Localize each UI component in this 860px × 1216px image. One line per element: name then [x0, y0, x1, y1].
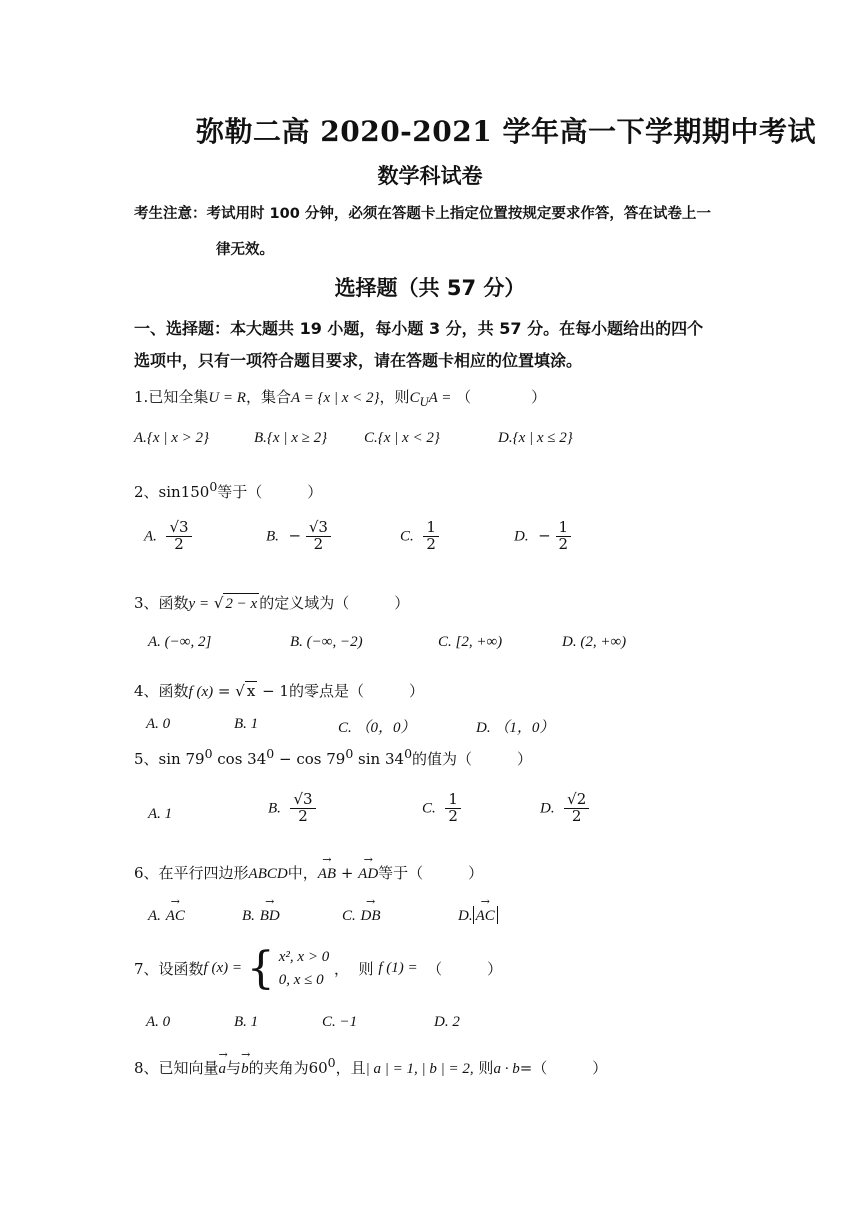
q5-expr-4: sin 34	[353, 750, 405, 768]
q5-option-b-frac: $\frac{√3}{2}$	[290, 792, 315, 825]
q5-option-c-frac	[445, 792, 461, 825]
q2-c-num: 1	[423, 520, 439, 537]
q2-a-den: 2	[174, 534, 184, 553]
q4-number: 4、函数	[134, 682, 189, 700]
q5-b-num: 3	[303, 790, 313, 808]
q5-option-c-label: C.	[422, 800, 436, 817]
q1-option-b: B.{x | x ≥ 2}	[254, 430, 328, 446]
q5-option-d-label: D.	[540, 800, 555, 817]
q2-option-d	[514, 520, 571, 553]
q2-d-num: 1	[556, 520, 572, 537]
q4-lhs: f (x)	[188, 684, 214, 700]
q2-number: 2、	[134, 483, 159, 501]
q3-option-a: A. (−∞, 2]	[148, 634, 212, 650]
q4-options	[146, 716, 746, 740]
q2-degree: 0	[209, 479, 218, 494]
q6-option-b: B. → BD	[242, 895, 280, 924]
q6-text-2: 等于（ ）	[378, 864, 484, 882]
q7-lhs: f (x) =	[203, 960, 242, 976]
q7-then: 则	[358, 960, 374, 978]
question-7	[134, 942, 503, 994]
notice-line-1	[134, 202, 711, 223]
q5-sup-1: 0	[204, 746, 213, 761]
q1-text: 已知全集	[148, 388, 209, 406]
q5-d-den: 2	[571, 806, 582, 825]
q4-option-b: B. 1	[234, 716, 259, 732]
notice-label: 考生注意：	[134, 206, 207, 222]
q8-and: 与	[226, 1059, 242, 1077]
question-5	[134, 746, 532, 769]
q7-answer-blank: （ ）	[427, 960, 503, 978]
q8-number: 8、已知向量	[134, 1059, 219, 1077]
q1-number: 1.	[134, 388, 149, 406]
q7-case-2: 0, x ≤ 0	[278, 971, 324, 988]
q5-option-b	[268, 792, 316, 825]
q4-eq: =	[217, 682, 231, 700]
q4-radicand: x	[246, 682, 256, 700]
q3-sqrt: √ 2 − x	[213, 594, 258, 612]
q7-option-c: C. −1	[322, 1014, 358, 1030]
q2-option-b	[266, 520, 331, 553]
q4-option-c: C. （0，0）	[338, 720, 416, 736]
q6-v1: AB	[317, 866, 337, 882]
q1-text-3: ，则	[379, 388, 410, 406]
q3-radicand: 2 − x	[225, 596, 258, 612]
question-6	[134, 853, 484, 883]
q8-b: b	[241, 1061, 249, 1077]
q7-option-a: A. 0	[146, 1014, 171, 1030]
q5-sup-4: 0	[404, 746, 413, 761]
q8-dot-product: a · b	[493, 1061, 520, 1077]
q3-number: 3、函数	[134, 594, 189, 612]
q6-text: 中，	[287, 864, 318, 882]
q6-c-label: C.	[342, 908, 356, 924]
q2-option-c-frac	[423, 520, 439, 553]
q5-option-b-label: B.	[268, 800, 281, 817]
q4-text: − 1的零点是（ ）	[262, 682, 424, 700]
q1-math-1: U = R	[208, 390, 246, 406]
q5-expr-1: sin 79	[158, 750, 205, 768]
q1-option-a: A.{x | x > 2}	[134, 430, 209, 446]
q5-text: 的值为（ ）	[412, 750, 533, 768]
section-title: 选择题（共 57 分）	[334, 276, 526, 300]
q7-option-b: B. 1	[234, 1014, 259, 1030]
q2-option-c	[400, 520, 439, 553]
q5-options	[148, 792, 748, 840]
q4-option-a: A. 0	[146, 716, 171, 732]
q2-option-b-label: B.	[266, 528, 279, 545]
q2-option-a-frac: $\frac{√3}{2}$	[166, 520, 191, 553]
instructions-line-2: 选项中，只有一项符合题目要求，请在答题卡相应的位置填涂。	[134, 351, 583, 370]
q6-vector-ad: → AD	[358, 853, 379, 882]
question-2	[134, 479, 322, 502]
q8-then: 则	[478, 1059, 494, 1077]
q2-b-num: 3	[318, 518, 328, 536]
question-8	[134, 1048, 608, 1078]
q7-case-1: x², x > 0	[278, 949, 330, 965]
q5-option-a: A. 1	[148, 806, 173, 822]
q1-math-3b: A =	[428, 390, 452, 406]
q1-math-2: A = {x | x < 2}	[290, 390, 380, 406]
notice-line-2: 律无效。	[216, 242, 274, 258]
question-3	[134, 592, 409, 613]
notice-text-1: 考试用时 100 分钟，必须在答题卡上指定位置按规定要求作答，答在试卷上一	[206, 206, 711, 222]
q6-d-vec: AC	[475, 908, 495, 924]
q6-v2: AD	[358, 866, 379, 882]
q7-number: 7、设函数	[134, 960, 204, 978]
q5-c-den: 2	[448, 806, 458, 825]
q2-a-num: 3	[179, 518, 189, 536]
q8-angle: 60	[308, 1059, 328, 1077]
q5-b-den: 2	[298, 806, 308, 825]
q2-c-den: 2	[426, 534, 436, 553]
q6-b-label: B.	[242, 908, 255, 924]
q1-option-c: C.{x | x < 2}	[364, 430, 440, 446]
q6-abcd: ABCD	[248, 866, 288, 882]
q8-text-2: ，且	[335, 1059, 366, 1077]
instructions-line-1: 一、选择题：本大题共 19 小题，每小题 3 分，共 57 分。在每小题给出的四个	[134, 319, 704, 338]
q2-b-den: 2	[313, 534, 324, 553]
q8-angle-sup: 0	[327, 1055, 336, 1070]
q1-text-2: ，集合	[245, 388, 291, 406]
q3-option-c: C. [2, +∞)	[438, 634, 503, 650]
q6-plus: +	[336, 864, 359, 882]
q6-number: 6、在平行四边形	[134, 864, 249, 882]
q1-option-d: D.{x | x ≤ 2}	[498, 430, 573, 446]
q7-options	[146, 1014, 746, 1038]
q2-options	[144, 520, 744, 568]
q2-option-a	[144, 520, 192, 553]
q8-vector-b: → b	[241, 1048, 251, 1077]
q2-option-d-frac	[556, 520, 572, 553]
q2-text: 等于（ ）	[217, 483, 323, 501]
q6-a-vec: AC	[165, 908, 185, 924]
q7-option-d: D. 2	[434, 1014, 460, 1030]
q5-c-num: 1	[445, 792, 461, 809]
q5-expr-2: cos 34	[212, 750, 267, 768]
q6-vector-ab: → AB	[317, 853, 337, 882]
q6-options	[148, 895, 748, 930]
q2-expr: sin150	[158, 483, 210, 501]
q5-option-c	[422, 792, 461, 825]
q1-options	[134, 430, 734, 454]
q3-option-b: B. (−∞, −2)	[290, 634, 363, 650]
q5-expr-3: − cos 79	[274, 750, 346, 768]
q5-sup-3: 0	[345, 746, 354, 761]
question-4	[134, 680, 424, 701]
q6-option-d: D. → AC	[458, 906, 498, 925]
q1-math-3: C	[409, 390, 420, 406]
q5-d-num: 2	[576, 790, 587, 808]
q2-d-sign: −	[538, 526, 551, 545]
q2-option-b-frac: $\frac{√3}{2}$	[306, 520, 331, 553]
q3-option-d: D. (2, +∞)	[562, 634, 627, 650]
q7-comma: ，	[333, 960, 349, 978]
q4-sqrt: √ x	[235, 682, 256, 700]
q1-answer-blank: （ ）	[456, 388, 547, 406]
q6-a-label: A.	[148, 908, 161, 924]
exam-title: 弥勒二高 2020-2021 学年高一下学期期中考试	[196, 115, 816, 148]
q8-answer-blank: =（ ）	[519, 1059, 608, 1077]
q5-sup-2: 0	[266, 746, 275, 761]
q3-text: 的定义域为（ ）	[259, 594, 410, 612]
q2-b-sign: −	[288, 526, 302, 545]
q8-a: a	[218, 1061, 227, 1077]
q8-text: 的夹角为	[248, 1059, 309, 1077]
q6-b-vec: BD	[259, 908, 280, 924]
q3-options	[148, 634, 748, 658]
q7-fx: f (1) =	[378, 960, 418, 976]
q2-option-c-label: C.	[400, 528, 414, 545]
q8-condition: | a | = 1, | b | = 2,	[365, 1061, 474, 1077]
q1-math-3-sub: U	[419, 395, 429, 409]
q7-piecewise: { x², x > 0 0, x ≤ 0	[246, 942, 330, 994]
q8-vector-a: → a	[218, 1048, 228, 1077]
q6-option-a: A. → AC	[148, 895, 185, 924]
q6-option-c: C. → DB	[342, 895, 381, 924]
q2-option-a-label: A.	[144, 528, 157, 545]
q6-c-vec: DB	[360, 908, 381, 924]
q2-option-d-label: D.	[514, 528, 529, 545]
exam-subtitle: 数学科试卷	[377, 163, 483, 188]
q4-option-d: D. （1，0）	[476, 720, 555, 736]
question-1	[134, 386, 546, 410]
q5-option-d-frac: $\frac{√2}{2}$	[564, 792, 589, 825]
q5-option-d	[540, 792, 589, 825]
q5-number: 5、	[134, 750, 159, 768]
q6-d-label: D.	[458, 908, 473, 924]
q3-lhs: y =	[188, 596, 210, 612]
q2-d-den: 2	[558, 534, 569, 553]
